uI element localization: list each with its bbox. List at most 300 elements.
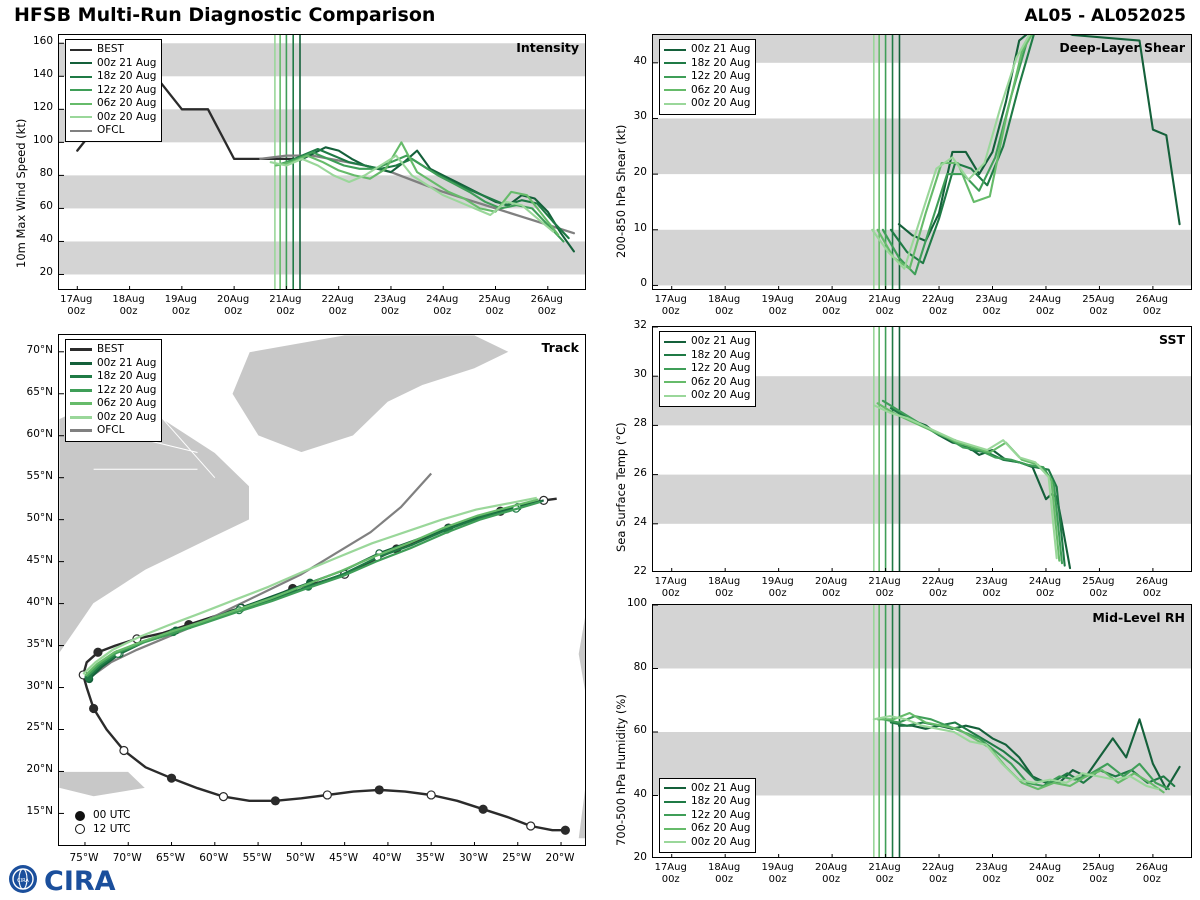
x-tick-date: 24Aug: [1028, 294, 1062, 305]
y-axis-tick-label: 100: [626, 597, 647, 609]
legend-swatch-icon: [70, 116, 92, 118]
shear-legend: [659, 39, 756, 115]
y-axis-tick-label: 32: [633, 319, 647, 331]
shaded-band: [653, 230, 1192, 286]
y-axis-tick-label: 80: [633, 660, 647, 673]
legend-item: [664, 84, 750, 98]
legend-swatch-icon: [70, 62, 92, 64]
x-tick-hour: 00z: [380, 306, 399, 317]
legend-swatch-icon: [664, 49, 686, 51]
y-axis-tick-label: 60: [633, 724, 647, 736]
intensity-panel: [0, 28, 595, 328]
x-axis-tick-label: [366, 294, 414, 318]
x-tick-hour: 00z: [1035, 306, 1054, 317]
legend-swatch-icon: [664, 76, 686, 78]
legend-swatch-icon: [70, 49, 92, 51]
legend-label: 00z 20 Aug: [97, 410, 157, 423]
track-point-12utc: [120, 746, 128, 754]
x-tick-date: 26Aug: [1135, 862, 1169, 873]
x-axis-tick-label: [1128, 576, 1176, 600]
x-axis-tick-label: 50°W: [285, 852, 315, 864]
x-tick-hour: 00z: [1142, 874, 1161, 885]
x-axis-tick-label: [807, 294, 855, 318]
x-axis-tick-label: [807, 862, 855, 886]
y-axis-tick-label: 30°N: [26, 679, 53, 692]
x-axis-tick-label: [52, 294, 100, 318]
legend-swatch-icon: [664, 814, 686, 816]
track-point-12utc: [323, 791, 331, 799]
x-tick-date: 19Aug: [761, 294, 794, 305]
x-tick-hour: 00z: [224, 306, 243, 317]
x-axis-tick-label: [105, 294, 153, 318]
y-axis-tick-label: 22: [633, 565, 647, 577]
legend-swatch-icon: [664, 368, 686, 370]
storm-id: AL05 - AL052025: [1024, 6, 1186, 26]
x-tick-date: 23Aug: [975, 862, 1008, 873]
y-axis-tick-label: 30: [633, 368, 647, 381]
x-tick-hour: 00z: [171, 306, 190, 317]
track-marker-legend: [65, 806, 136, 839]
x-tick-hour: 00z: [485, 306, 504, 317]
legend-item: [664, 782, 750, 796]
x-tick-date: 25Aug: [478, 294, 511, 305]
x-tick-date: 21Aug: [269, 294, 302, 305]
x-tick-date: 25Aug: [1082, 294, 1115, 305]
legend-label: 00z 20 Aug: [691, 389, 751, 401]
x-axis-tick-label: [861, 294, 909, 318]
legend-swatch-icon: [664, 787, 686, 789]
track-panel: [0, 328, 595, 868]
legend-item: [70, 411, 156, 425]
y-axis-tick-label: 35°N: [26, 637, 53, 650]
legend-label: 00 UTC: [93, 809, 131, 821]
y-axis-tick-label: 100: [32, 134, 53, 147]
legend-item: [664, 376, 750, 390]
x-tick-date: 20Aug: [814, 294, 848, 305]
shear-plot: [652, 34, 1192, 290]
x-axis-tick-label: [1074, 576, 1122, 600]
landmass: [578, 604, 586, 839]
x-axis-tick-label: [471, 294, 519, 318]
x-tick-date: 20Aug: [216, 294, 250, 305]
x-tick-hour: 00z: [1089, 588, 1108, 599]
x-tick-hour: 00z: [1089, 306, 1108, 317]
legend-label: 00z 20 Aug: [97, 110, 157, 123]
sst-title: SST: [1159, 332, 1185, 347]
legend-swatch-icon: [70, 348, 92, 351]
x-axis-tick-label: 75°W: [69, 852, 99, 864]
legend-swatch-icon: [664, 801, 686, 803]
x-tick-date: 26Aug: [1135, 576, 1169, 587]
sst-legend: [659, 331, 756, 407]
x-axis-tick-label: [157, 294, 205, 318]
y-axis-tick-label: 140: [32, 68, 53, 81]
x-tick-hour: 00z: [929, 588, 948, 599]
landmass: [59, 772, 146, 797]
x-tick-hour: 00z: [822, 874, 841, 885]
track-point-00utc: [94, 648, 102, 656]
x-axis-tick-label: 35°W: [415, 852, 445, 864]
x-axis-tick-label: 45°W: [329, 852, 359, 864]
x-tick-date: 24Aug: [426, 294, 459, 305]
legend-label: 00z 20 Aug: [691, 97, 751, 109]
x-tick-hour: 00z: [1035, 588, 1054, 599]
legend-swatch-icon: [664, 103, 686, 105]
legend-label: 12z 20 Aug: [97, 83, 157, 96]
legend-label: 18z 20 Aug: [97, 370, 157, 382]
y-axis-tick-label: 40: [633, 787, 647, 800]
legend-label: 00z 21 Aug: [691, 43, 751, 55]
x-tick-date: 17Aug: [654, 576, 687, 587]
legend-label: 12 UTC: [93, 822, 131, 835]
sst-plot: [652, 326, 1192, 572]
rh-ylabel: 700-500 hPa Humidity (%): [614, 694, 628, 846]
x-tick-hour: 00z: [661, 588, 680, 599]
shaded-band: [653, 118, 1192, 174]
legend-swatch-icon: [70, 76, 92, 78]
legend-item: [664, 97, 750, 111]
x-axis-tick-label: [1074, 862, 1122, 886]
x-axis-tick-label: [1128, 294, 1176, 318]
legend-label: OFCL: [97, 424, 125, 436]
rh-title: Mid-Level RH: [1092, 610, 1185, 625]
legend-item: [69, 823, 131, 837]
y-axis-tick-label: 50°N: [26, 511, 53, 524]
legend-item: [664, 389, 750, 403]
x-axis-tick-label: [968, 294, 1016, 318]
legend-label: 00z 21 Aug: [97, 356, 157, 369]
track-title: Track: [541, 340, 579, 355]
x-axis-tick-label: [523, 294, 571, 318]
legend-swatch-icon: [70, 89, 92, 91]
landmass: [232, 335, 509, 453]
x-tick-date: 23Aug: [373, 294, 407, 305]
track-point-00utc: [271, 797, 279, 805]
legend-item: [70, 70, 156, 84]
legend-swatch-icon: [70, 402, 92, 405]
x-tick-date: 17Aug: [60, 294, 93, 305]
x-axis-tick-label: 70°W: [112, 852, 142, 864]
legend-swatch-icon: [70, 416, 92, 419]
x-axis-tick-label: [1021, 862, 1069, 886]
y-axis-tick-label: 20: [633, 166, 647, 179]
sst-panel: [600, 320, 1200, 610]
x-tick-date: 18Aug: [708, 576, 741, 587]
shear-panel: [600, 28, 1200, 328]
x-tick-date: 26Aug: [1135, 294, 1169, 305]
legend-label: 18z 20 Aug: [691, 56, 751, 69]
x-axis-tick-label: [807, 576, 855, 600]
intensity-plot: [58, 34, 586, 290]
x-tick-date: 22Aug: [921, 576, 955, 587]
page-header: [0, 4, 1200, 30]
y-axis-tick-label: 40°N: [26, 595, 53, 608]
x-axis-tick-label: 40°W: [372, 852, 402, 864]
legend-item: [664, 335, 750, 349]
x-tick-date: 24Aug: [1028, 862, 1062, 873]
legend-label: BEST: [97, 43, 124, 55]
x-tick-date: 19Aug: [164, 294, 197, 305]
legend-swatch-icon: [664, 341, 686, 343]
x-tick-date: 20Aug: [814, 576, 848, 587]
legend-label: 12z 20 Aug: [691, 362, 751, 374]
shear-title: Deep-Layer Shear: [1059, 40, 1185, 55]
x-tick-hour: 00z: [822, 588, 841, 599]
y-axis-tick-label: 65°N: [26, 385, 53, 398]
x-tick-hour: 00z: [276, 306, 295, 317]
legend-label: 12z 20 Aug: [691, 808, 751, 821]
legend-swatch-icon: [70, 429, 92, 432]
intensity-legend: [65, 39, 162, 142]
x-axis-tick-label: [914, 576, 962, 600]
legend-swatch-icon: [664, 395, 686, 397]
track-point-00utc: [375, 786, 383, 794]
open-dot-icon: [75, 824, 85, 834]
x-tick-hour: 00z: [982, 306, 1001, 317]
legend-label: 12z 20 Aug: [97, 383, 157, 396]
x-tick-hour: 00z: [328, 306, 347, 317]
intensity-ylabel: 10m Max Wind Speed (kt): [14, 118, 28, 268]
shaded-band: [59, 241, 586, 274]
x-tick-hour: 00z: [715, 306, 734, 317]
y-axis-tick-label: 0: [640, 277, 647, 290]
legend-item: [664, 795, 750, 809]
x-tick-hour: 00z: [433, 306, 452, 317]
legend-item: [70, 397, 156, 411]
x-tick-date: 25Aug: [1082, 576, 1115, 587]
x-tick-date: 17Aug: [654, 294, 687, 305]
y-axis-tick-label: 80: [39, 167, 53, 180]
legend-swatch-icon: [664, 841, 686, 843]
x-axis-tick-label: [700, 862, 748, 886]
x-tick-hour: 00z: [537, 306, 556, 317]
x-axis-tick-label: [1074, 294, 1122, 318]
legend-label: 00z 20 Aug: [691, 835, 751, 848]
x-tick-date: 19Aug: [761, 862, 794, 873]
x-axis-tick-label: [968, 576, 1016, 600]
x-axis-tick-label: 60°W: [199, 852, 229, 864]
x-tick-hour: 00z: [875, 306, 894, 317]
x-tick-hour: 00z: [875, 588, 894, 599]
x-axis-tick-label: [700, 576, 748, 600]
x-axis-tick-label: [754, 294, 802, 318]
x-tick-hour: 00z: [875, 874, 894, 885]
x-axis-tick-label: [647, 294, 695, 318]
legend-label: 00z 21 Aug: [691, 335, 751, 347]
x-tick-hour: 00z: [715, 874, 734, 885]
legend-label: 06z 20 Aug: [97, 397, 157, 409]
intensity-title: Intensity: [516, 40, 579, 55]
y-axis-tick-label: 30: [633, 110, 647, 123]
legend-label: 12z 20 Aug: [691, 70, 751, 82]
legend-label: OFCL: [97, 124, 125, 136]
legend-item: [70, 343, 156, 357]
legend-item: [664, 57, 750, 71]
legend-item: [70, 97, 156, 111]
x-axis-tick-label: 20°W: [545, 852, 575, 864]
x-tick-hour: 00z: [768, 874, 787, 885]
track-point-12utc: [427, 791, 435, 799]
legend-item: [70, 384, 156, 398]
x-axis-tick-label: 30°W: [458, 852, 488, 864]
x-tick-date: 18Aug: [708, 862, 741, 873]
rh-plot: [652, 604, 1192, 858]
legend-swatch-icon: [70, 130, 92, 132]
legend-label: BEST: [97, 343, 124, 355]
legend-swatch-icon: [70, 362, 92, 365]
y-axis-tick-label: 60: [39, 200, 53, 213]
svg-text:CIRA: CIRA: [44, 866, 116, 897]
x-axis-tick-label: [1021, 576, 1069, 600]
legend-swatch-icon: [70, 389, 92, 392]
x-tick-date: 20Aug: [814, 862, 848, 873]
x-tick-date: 26Aug: [530, 294, 563, 305]
x-axis-tick-label: [754, 862, 802, 886]
legend-item: [69, 809, 131, 823]
legend-item: [70, 111, 156, 125]
x-tick-date: 21Aug: [868, 862, 901, 873]
y-axis-tick-label: 45°N: [26, 553, 53, 566]
legend-item: [70, 43, 156, 57]
x-tick-date: 22Aug: [921, 862, 955, 873]
y-axis-tick-label: 20: [39, 266, 53, 279]
sst-ylabel: Sea Surface Temp (°C): [614, 422, 628, 552]
y-axis-tick-label: 40: [39, 233, 53, 246]
x-tick-hour: 00z: [929, 874, 948, 885]
x-axis-tick-label: [418, 294, 466, 318]
x-tick-hour: 00z: [822, 306, 841, 317]
y-axis-tick-label: 28: [633, 417, 647, 430]
legend-label: 00z 21 Aug: [97, 56, 157, 69]
shaded-band: [653, 475, 1192, 524]
x-axis-tick-label: [314, 294, 362, 318]
y-axis-tick-label: 20°N: [26, 763, 53, 776]
legend-label: 00z 21 Aug: [691, 781, 751, 794]
legend-label: 06z 20 Aug: [691, 375, 751, 388]
legend-item: [70, 424, 156, 438]
x-tick-hour: 00z: [661, 306, 680, 317]
track-point-12utc: [219, 793, 227, 801]
legend-item: [664, 822, 750, 836]
legend-item: [664, 43, 750, 57]
x-tick-hour: 00z: [982, 874, 1001, 885]
x-tick-hour: 00z: [982, 588, 1001, 599]
x-axis-tick-label: 25°W: [502, 852, 532, 864]
track-point-12utc: [527, 822, 535, 830]
y-axis-tick-label: 25°N: [26, 721, 53, 734]
legend-label: 06z 20 Aug: [97, 97, 157, 109]
legend-swatch-icon: [664, 62, 686, 64]
x-tick-date: 23Aug: [975, 294, 1008, 305]
x-axis-tick-label: [754, 576, 802, 600]
y-axis-tick-label: 55°N: [26, 469, 53, 482]
shear-ylabel: 200-850 hPa Shear (kt): [614, 124, 628, 258]
legend-item: [70, 357, 156, 371]
rh-legend: [659, 778, 756, 854]
legend-item: [664, 836, 750, 850]
x-tick-hour: 00z: [119, 306, 138, 317]
y-axis-tick-label: 10: [633, 221, 647, 234]
x-axis-tick-label: [1128, 862, 1176, 886]
legend-item: [70, 124, 156, 138]
x-axis-tick-label: [914, 294, 962, 318]
legend-item: [70, 84, 156, 98]
y-axis-tick-label: 26: [633, 466, 647, 479]
track-point-00utc: [479, 805, 487, 813]
page-title: HFSB Multi-Run Diagnostic Comparison: [14, 4, 436, 26]
track-plot: [58, 334, 586, 846]
x-tick-date: 18Aug: [708, 294, 741, 305]
legend-label: 06z 20 Aug: [691, 822, 751, 834]
x-tick-hour: 00z: [1035, 874, 1054, 885]
x-tick-date: 19Aug: [761, 576, 794, 587]
x-tick-date: 21Aug: [868, 294, 901, 305]
x-tick-hour: 00z: [768, 306, 787, 317]
x-tick-hour: 00z: [929, 306, 948, 317]
track-point-00utc: [561, 826, 569, 834]
x-tick-date: 25Aug: [1082, 862, 1115, 873]
x-axis-tick-label: [700, 294, 748, 318]
x-axis-tick-label: [261, 294, 309, 318]
legend-item: [664, 70, 750, 84]
x-tick-hour: 00z: [768, 588, 787, 599]
x-tick-date: 17Aug: [654, 862, 687, 873]
y-axis-tick-label: 40: [633, 54, 647, 67]
x-tick-hour: 00z: [1142, 588, 1161, 599]
x-tick-date: 24Aug: [1028, 576, 1062, 587]
x-tick-hour: 00z: [67, 306, 86, 317]
legend-label: 18z 20 Aug: [691, 348, 751, 361]
track-point-00utc: [90, 705, 98, 713]
y-axis-tick-label: 20: [633, 851, 647, 863]
svg-text:CIRA: CIRA: [17, 878, 29, 884]
legend-swatch-icon: [664, 354, 686, 356]
legend-swatch-icon: [664, 828, 686, 830]
legend-label: 06z 20 Aug: [691, 83, 751, 96]
legend-label: 18z 20 Aug: [97, 70, 157, 82]
x-axis-tick-label: [914, 862, 962, 886]
legend-item: [664, 349, 750, 363]
y-axis-tick-label: 15°N: [26, 805, 53, 818]
y-axis-tick-label: 120: [32, 101, 53, 114]
x-tick-hour: 00z: [1089, 874, 1108, 885]
track-legend: [65, 339, 162, 442]
x-axis-tick-label: 65°W: [156, 852, 186, 864]
x-axis-tick-label: [209, 294, 257, 318]
x-tick-date: 22Aug: [921, 294, 955, 305]
x-tick-hour: 00z: [661, 874, 680, 885]
y-axis-tick-label: 24: [633, 515, 647, 528]
legend-item: [664, 362, 750, 376]
legend-swatch-icon: [664, 381, 686, 383]
x-tick-date: 21Aug: [868, 576, 901, 587]
filled-dot-icon: [75, 811, 85, 821]
x-tick-hour: 00z: [715, 588, 734, 599]
legend-item: [664, 809, 750, 823]
track-point-00utc: [168, 774, 176, 782]
legend-swatch-icon: [664, 89, 686, 91]
x-tick-date: 18Aug: [112, 294, 145, 305]
x-tick-date: 23Aug: [975, 576, 1008, 587]
x-axis-tick-label: [861, 576, 909, 600]
legend-swatch-icon: [70, 103, 92, 105]
x-axis-tick-label: [647, 576, 695, 600]
cira-logo: [8, 862, 128, 896]
x-axis-tick-label: 55°W: [242, 852, 272, 864]
legend-item: [70, 57, 156, 71]
y-axis-tick-label: 60°N: [26, 427, 53, 440]
legend-swatch-icon: [70, 375, 92, 378]
